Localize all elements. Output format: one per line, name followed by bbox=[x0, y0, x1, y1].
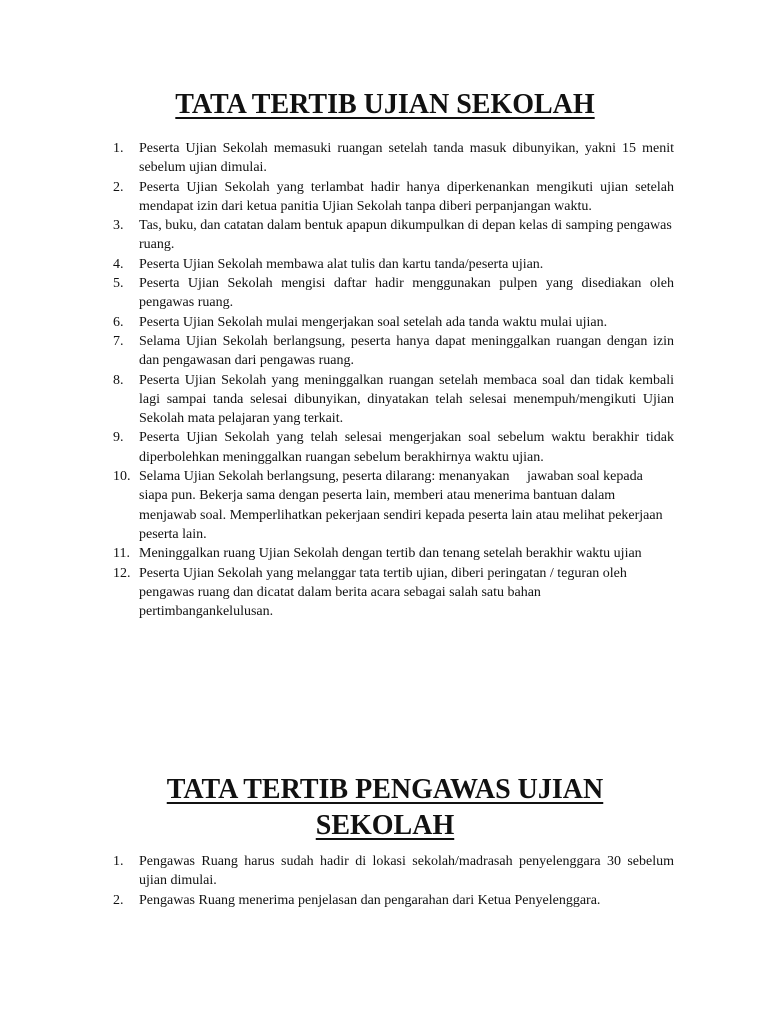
list-item bbox=[113, 274, 674, 313]
list-item bbox=[113, 255, 674, 274]
list-item bbox=[113, 544, 674, 563]
item-number: 1. bbox=[113, 141, 124, 156]
list-item bbox=[113, 564, 674, 622]
list-item bbox=[113, 891, 674, 910]
list-item bbox=[113, 313, 674, 332]
list-item bbox=[113, 371, 674, 429]
list-item bbox=[113, 216, 674, 255]
item-text: Peserta Ujian Sekolah mengisi daftar hadir menggunakan pulpen yang disediakan oleh pengawas ruang. bbox=[139, 276, 674, 311]
exam-rules-list bbox=[113, 139, 674, 621]
section-2-title-line-2: SEKOLAH bbox=[315, 810, 455, 841]
item-number: 9. bbox=[113, 430, 124, 446]
item-number: 8. bbox=[113, 372, 124, 388]
item-text: Pengawas Ruang menerima penjelasan dan pengarahan dari Ketua Penyelenggara. bbox=[139, 892, 601, 908]
section-1-title: TATA TERTIB UJIAN SEKOLAH bbox=[175, 89, 595, 120]
item-text: Peserta Ujian Sekolah yang melanggar tata tertib ujian, diberi peringatan / teguran oleh pengawas ruang dan dicatat dalam berita acara sebagai salah satu bahan pertimbangankelulusan. bbox=[139, 565, 627, 620]
item-number: 10. bbox=[113, 469, 131, 485]
item-text: Peserta Ujian Sekolah mulai mengerjakan soal setelah ada tanda waktu mulai ujian. bbox=[139, 314, 608, 330]
item-number: 5. bbox=[113, 276, 124, 292]
item-text: Meninggalkan ruang Ujian Sekolah dengan tertib dan tenang setelah berakhir waktu ujian bbox=[139, 546, 642, 562]
item-text: Peserta Ujian Sekolah yang telah selesai mengerjakan soal sebelum waktu berakhir tidak diperbolehkan meninggalkan ruangan sebelum berakhirnya waktu ujian. bbox=[139, 430, 674, 465]
item-text: Peserta Ujian Sekolah yang meninggalkan ruangan setelah membaca soal dan tidak kembali lagi sampai tanda selesai dibunyikan, dinyatakan telah selesai menempuh/mengikuti Ujian Sekolah mata pelajaran yang terkait. bbox=[139, 372, 674, 427]
item-number: 6. bbox=[113, 314, 124, 330]
list-item bbox=[113, 332, 674, 371]
item-number: 11. bbox=[113, 546, 130, 562]
item-number: 2. bbox=[113, 179, 124, 195]
list-item bbox=[113, 428, 674, 467]
section-2-title bbox=[120, 772, 650, 844]
item-text: Selama Ujian Sekolah berlangsung, peserta dilarang: menanyakan jawaban soal kepada siapa pun. Bekerja sama dengan peserta lain, memberi atau menerima bantuan dalam menjawab soal. Memperlihatkan pekerjaan sendiri kepada peserta lain atau melihat pekerjaan peserta lain. bbox=[139, 469, 667, 542]
item-number: 2. bbox=[113, 892, 124, 908]
item-text: Pengawas Ruang harus sudah hadir di lokasi sekolah/madrasah penyelenggara 30 sebelum ujian dimulai. bbox=[139, 854, 674, 889]
item-number: 7. bbox=[113, 333, 124, 349]
item-number: 3. bbox=[113, 218, 124, 234]
section-2-title-line-1: TATA TERTIB PENGAWAS UJIAN bbox=[166, 774, 604, 805]
item-text: Peserta Ujian Sekolah memasuki ruangan setelah tanda masuk dibunyikan, yakni 15 menit sebelum ujian dimulai. bbox=[139, 141, 674, 176]
item-text: Selama Ujian Sekolah berlangsung, peserta hanya dapat meninggalkan ruangan dengan izin dan pengawasan dari pengawas ruang. bbox=[139, 333, 674, 369]
item-number: 1. bbox=[113, 854, 124, 869]
item-text: Peserta Ujian Sekolah membawa alat tulis dan kartu tanda/peserta ujian. bbox=[139, 256, 544, 272]
item-number: 12. bbox=[113, 565, 131, 581]
item-number: 4. bbox=[113, 256, 124, 272]
list-item bbox=[113, 467, 674, 544]
list-item bbox=[113, 178, 674, 217]
item-text: Tas, buku, dan catatan dalam bentuk apapun dikumpulkan di depan kelas di samping pengawas ruang. bbox=[139, 218, 672, 253]
item-text: Peserta Ujian Sekolah yang terlambat hadir hanya diperkenankan mengikuti ujian setelah mendapat izin dari ketua panitia Ujian Sekolah tanpa diberi perpanjangan waktu. bbox=[139, 179, 674, 214]
proctor-rules-list bbox=[113, 852, 674, 910]
list-item bbox=[113, 852, 674, 891]
list-item bbox=[113, 139, 674, 178]
